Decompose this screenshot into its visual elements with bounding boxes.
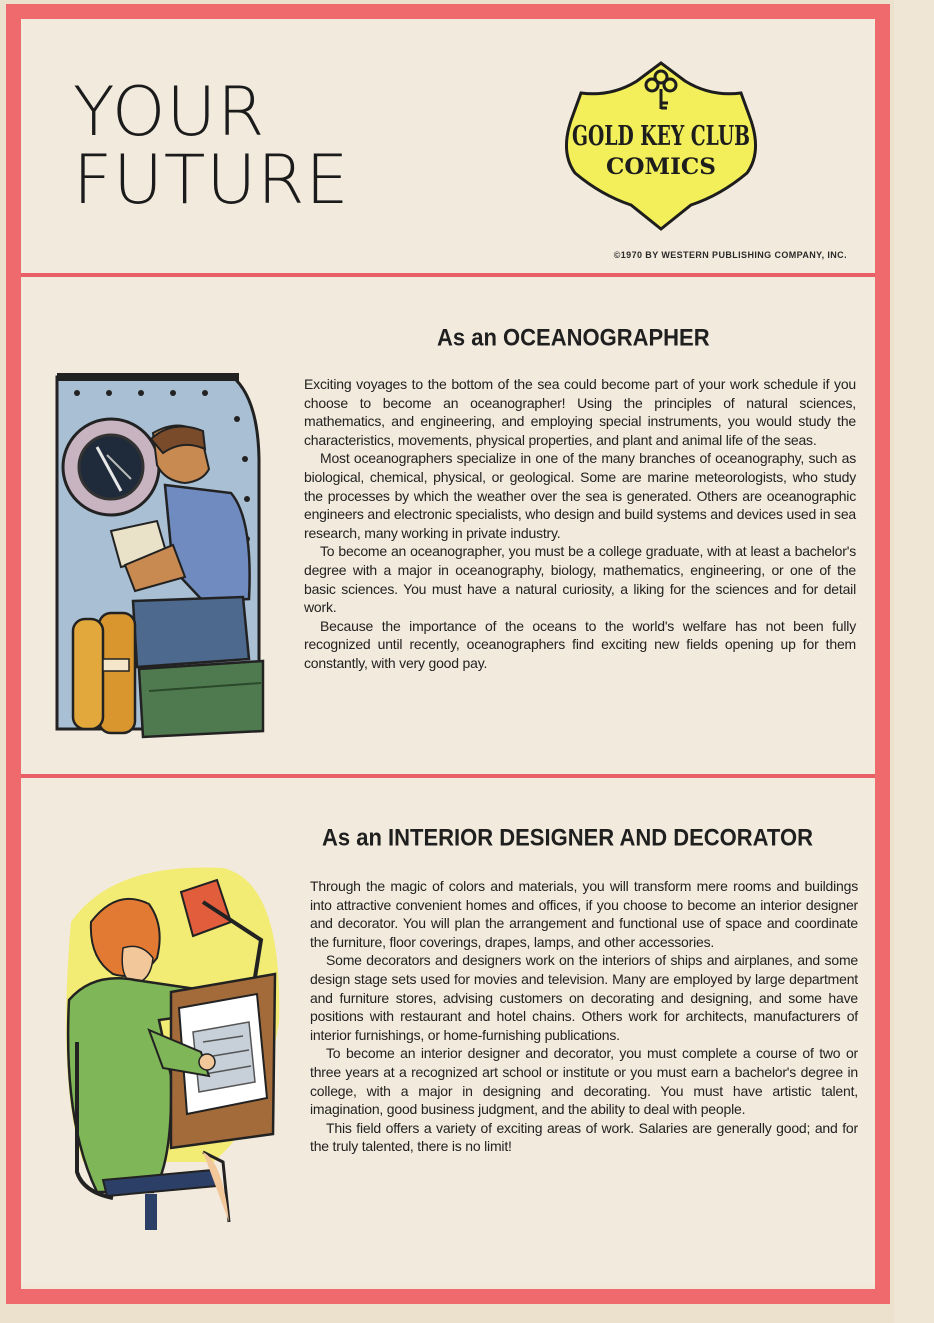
- title-line-2: FUTURE: [73, 141, 350, 220]
- interior-designer-paragraph-3: To become an interior designer and decorator, you must complete a course of two or three years at a recognized art school or institute or you must earn a bachelor's degree in college, with a major in designing and decorating. You must have artistic talent, imagination, good business judgment, and the ability to deal with people.: [310, 1045, 858, 1118]
- oceanographer-paragraph-4: Because the importance of the oceans to the world's welfare has not been fully recognized until recently, oceanographers find exciting new fields opening up for them constantly, with very good pay.: [304, 617, 856, 671]
- interior-designer-heading: As an INTERIOR DESIGNER AND DECORATOR: [322, 824, 813, 851]
- oceanographer-paragraph-3: To become an oceanographer, you must be a college graduate, with at least a bachelor's degree with a major in oceanography, biology, mathematics, engineering, or one of the basic sciences. You must have a natural curiosity, a liking for the sciences and for detail work.: [304, 543, 856, 616]
- interior-designer-body: [310, 877, 858, 1156]
- interior-designer-paragraph-2: Some decorators and designers work on the interiors of ships and airplanes, and some design stage sets used for movies and television. Many are employed by large department and furniture stores, advising customers on decorating and designing, and some have positions with restaurant and hotel chains. Others work for architects, manufacturers of interior furnishings, or home-furnishing publications.: [310, 952, 858, 1043]
- interior-designer-paragraph-4: This field offers a variety of exciting areas of work. Salaries are generally good; and for the truly talented, there is no limit!: [310, 1119, 858, 1155]
- oceanographer-paragraph-1: Exciting voyages to the bottom of the sea could become part of your work schedule if you choose to become an oceanographer! Using the principles of natural sciences, mathematics, and engineering, and employing special instruments, you would study the characteristics, movements, physical properties, and plant and animal life of the seas.: [304, 376, 856, 448]
- oceanographer-paragraph-2: Most oceanographers specialize in one of the many branches of oceanography, such as biological, chemical, physical, or geological. Some are marine meteorologists, who study the processes by which the weather over the sea is generated. Others are oceanographic engineers and electronic specialists, who design and build systems and devices used in sea research, many working in private industry.: [304, 450, 856, 541]
- gold-key-club-logo: [541, 55, 781, 235]
- interior-designer-illustration: [53, 862, 289, 1234]
- copyright-notice: ©1970 BY WESTERN PUBLISHING COMPANY, INC.: [613, 250, 847, 260]
- title-line-1: YOUR: [73, 73, 266, 152]
- oceanographer-heading: As an OCEANOGRAPHER: [437, 324, 710, 351]
- page-title: [73, 73, 350, 220]
- logo-text-line-2: COMICS: [606, 154, 716, 180]
- oceanographer-section: [21, 277, 875, 774]
- page-edge: [894, 0, 934, 1323]
- oceanographer-illustration: [53, 369, 265, 741]
- header-panel: [21, 19, 875, 273]
- logo-text-line-1: GOLD KEY CLUB: [572, 121, 750, 152]
- interior-designer-paragraph-1: Through the magic of colors and materials, you will transform mere rooms and buildings into attractive convenient homes and offices, if you choose to become an interior designer and decorator. You will plan the arrangement and functional use of space and coordinate the furniture, floor coverings, drapes, lamps, and other accessories.: [310, 878, 858, 950]
- interior-designer-section: [21, 778, 875, 1284]
- oceanographer-body: [304, 375, 856, 673]
